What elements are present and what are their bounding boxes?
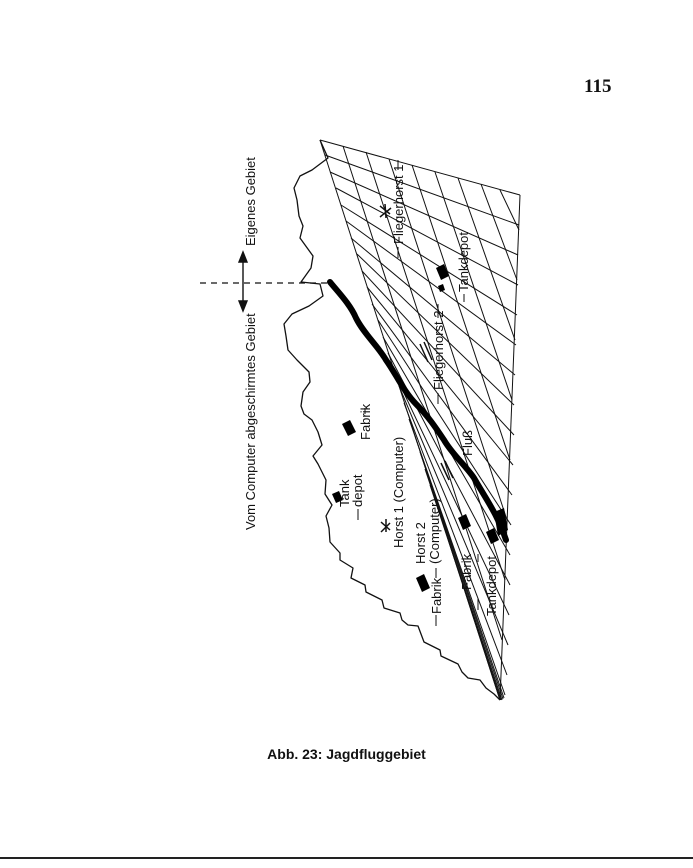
page-number: 115 [584,76,612,97]
tankdepot-top-symbol-small [438,284,445,292]
label-fliegerhorst-2: Fliegerhorst 2 [431,310,446,390]
fabrik-lower-right-symbol [458,514,471,530]
label-fabrik-lower-right: Fabrik [459,553,474,590]
tankdepot-bottom-symbol [486,528,499,544]
label-horst-2-line1: Horst 2 [413,522,428,564]
label-fliegerhorst-1: Fliegerhorst 1 [391,164,406,244]
page-bottom-rule [0,857,693,859]
fabrik-lower-left-symbol [416,574,430,592]
figure-caption: Abb. 23: Jagdfluggebiet [267,746,426,762]
label-horst-2-line2: (Computer) [427,498,442,564]
label-fluss: Fluß [460,430,475,456]
label-tankdepot-top: Tankdepot [456,232,471,292]
fabrik-upper-symbol [342,420,356,436]
horst-1-symbol [381,519,390,532]
zone-label-own: Eigenes Gebiet [243,157,258,246]
zone-label-shielded: Vom Computer abgeschirmtes Gebiet [243,313,258,530]
label-horst-1: Horst 1 (Computer) [391,436,406,548]
label-fabrik-lower-left: Fabrik [429,577,444,614]
label-tank-line2: depot [350,474,365,507]
label-tank-line1: Tank [337,479,352,507]
tankdepot-top-symbol [436,264,449,280]
zone-arrow [239,252,247,311]
label-tankdepot-bottom: Tankdepot [484,556,499,616]
label-fabrik-upper: Fabrik [358,403,373,440]
